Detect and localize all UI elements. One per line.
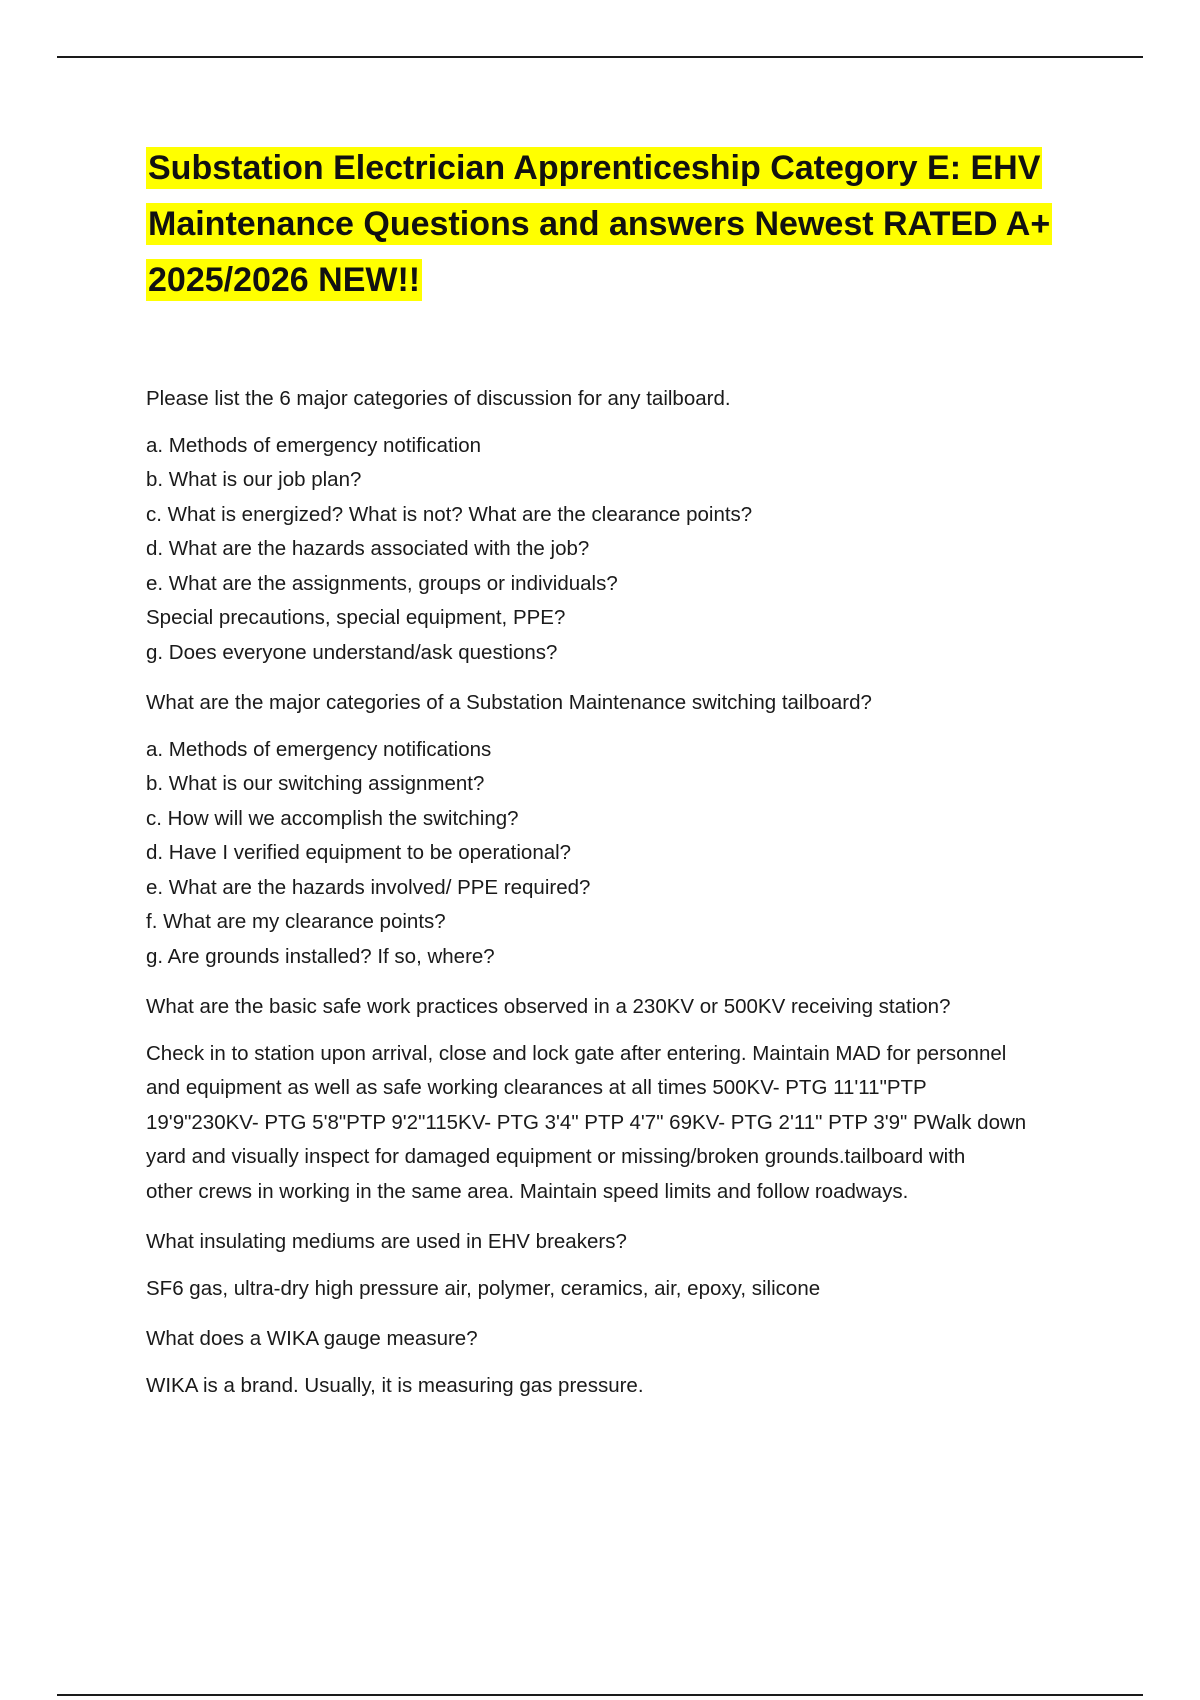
answer-4	[146, 1272, 1086, 1307]
answer-line: a. Methods of emergency notifications	[146, 737, 492, 761]
answer-line: g. Does everyone understand/ask questions?	[146, 640, 558, 664]
answer-line: SF6 gas, ultra-dry high pressure air, polymer, ceramics, air, epoxy, silicone	[146, 1276, 821, 1300]
answer-line: f. What are my clearance points?	[146, 910, 446, 933]
answer-2	[146, 733, 1086, 975]
answer-line: b. What is our switching assignment?	[146, 772, 485, 795]
answer-line: Check in to station upon arrival, close and lock gate after entering. Maintain MAD for personnel	[146, 1041, 1007, 1065]
question-3: What are the basic safe work practices observed in a 230KV or 500KV receiving station?	[146, 995, 951, 1018]
footer-rule	[57, 1694, 1143, 1696]
answer-line: yard and visually inspect for damaged equipment or missing/broken grounds.tailboard with	[146, 1145, 966, 1168]
question-2: What are the major categories of a Substation Maintenance switching tailboard?	[146, 691, 872, 714]
document-title	[146, 140, 1086, 308]
answer-line: g. Are grounds installed? If so, where?	[146, 944, 495, 968]
question-1: Please list the 6 major categories of discussion for any tailboard.	[146, 387, 731, 410]
answer-line: b. What is our job plan?	[146, 468, 362, 491]
title-line-1: Substation Electrician Apprenticeship Category E: EHV	[148, 149, 1041, 187]
answer-line: WIKA is a brand. Usually, it is measuring gas pressure.	[146, 1373, 644, 1397]
answer-3	[146, 1037, 1086, 1210]
answer-line: 19'9"230KV- PTG 5'8"PTP 9'2"115KV- PTG 3'4" PTP 4'7" 69KV- PTG 2'11" PTP 3'9" PWalk down	[146, 1110, 1027, 1134]
answer-line: e. What are the hazards involved/ PPE required?	[146, 875, 591, 899]
answer-5	[146, 1369, 1086, 1404]
answer-line: d. Have I verified equipment to be operational?	[146, 841, 572, 864]
question-5: What does a WIKA gauge measure?	[146, 1327, 478, 1350]
answer-line: e. What are the assignments, groups or individuals?	[146, 571, 618, 595]
answer-1	[146, 429, 1086, 671]
question-4: What insulating mediums are used in EHV breakers?	[146, 1230, 627, 1253]
title-line-2: Maintenance Questions and answers Newest RATED A+	[148, 205, 1051, 243]
answer-line: c. How will we accomplish the switching?	[146, 806, 519, 830]
answer-line: other crews in working in the same area. Maintain speed limits and follow roadways.	[146, 1179, 909, 1203]
answer-line: c. What is energized? What is not? What are the clearance points?	[146, 502, 753, 526]
answer-line: Special precautions, special equipment, PPE?	[146, 606, 566, 629]
title-line-3: 2025/2026 NEW!!	[148, 261, 421, 299]
header-rule	[57, 56, 1143, 58]
qa-list	[146, 382, 1086, 1403]
answer-line: and equipment as well as safe working clearances at all times 500KV- PTG 11'11"PTP	[146, 1076, 927, 1099]
answer-line: d. What are the hazards associated with the job?	[146, 537, 590, 560]
document-body	[146, 140, 1086, 1403]
answer-line: a. Methods of emergency notification	[146, 433, 482, 457]
